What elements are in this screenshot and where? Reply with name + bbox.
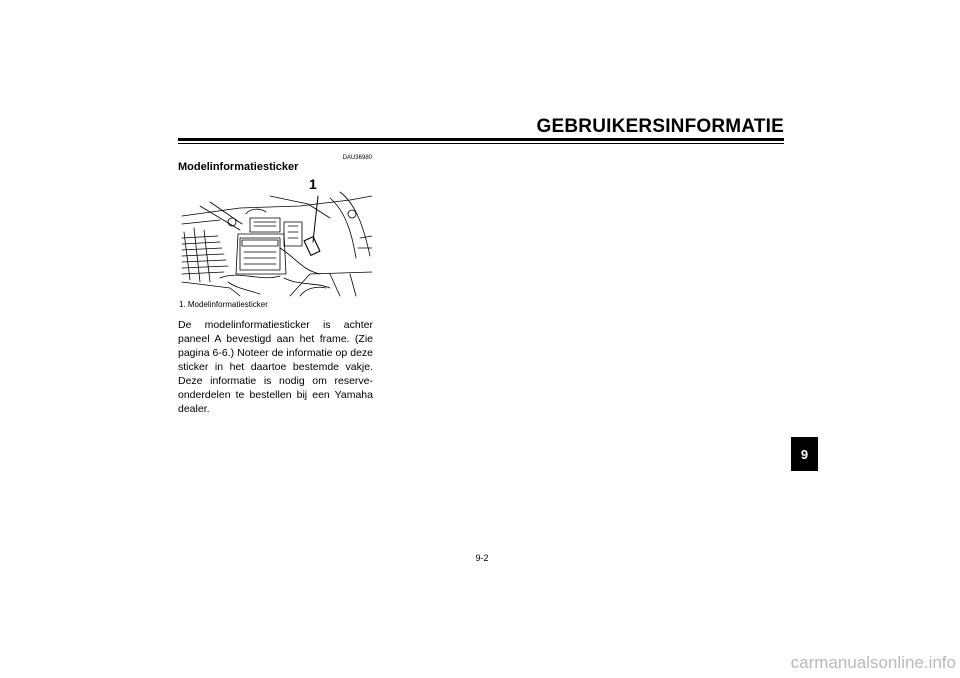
page-header-title: GEBRUIKERSINFORMATIE	[536, 116, 784, 137]
document-code: DAU36980	[342, 155, 372, 161]
callout-number: 1	[309, 176, 317, 192]
sticker-location-illustration	[180, 178, 372, 298]
page-number: 9-2	[475, 553, 489, 563]
body-paragraph: De modelinformatiesticker is achter paneel A bevestigd aan het frame. (Zie pagina 6-6.) Noteer de informatie op deze sticker in het daartoe bestemde vakje. Deze informatie is nodig om reserve-onderdelen te bestellen bij een Yamaha dealer.	[178, 319, 373, 415]
figure-caption: 1. Modelinformatiesticker	[179, 300, 268, 309]
section-heading: Modelinformatiesticker	[178, 161, 299, 173]
chapter-tab: 9	[791, 437, 818, 471]
watermark-text: carmanualsonline.info	[790, 653, 956, 672]
header-rule-thin	[178, 143, 784, 144]
header-rule-thick	[178, 138, 784, 141]
